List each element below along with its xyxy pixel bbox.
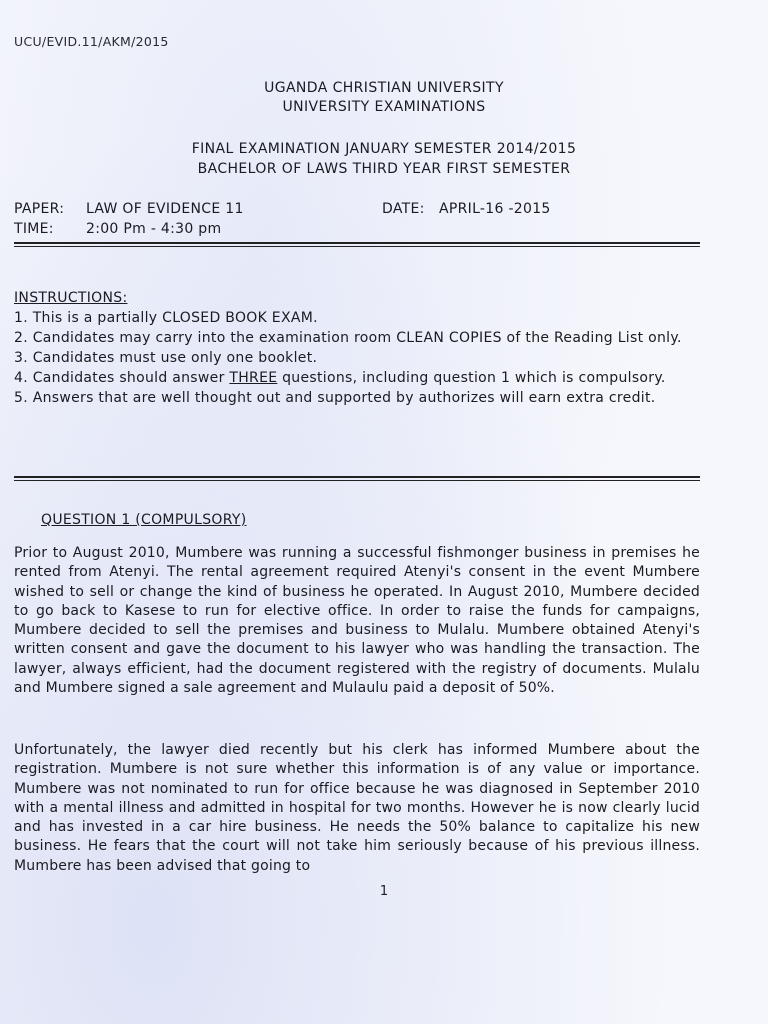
examinations-title: UNIVERSITY EXAMINATIONS	[282, 99, 486, 115]
instruction-item-4-after: questions, including question 1 which is compulsory.	[277, 370, 666, 386]
question-title: QUESTION 1 (COMPULSORY)	[41, 512, 247, 528]
question-paragraph-2: Unfortunately, the lawyer died recently but his clerk has informed Mumbere about the registration. Mumbere is not sure whether this information is of any value or importance. Mumbere was not nominated to run for office because he was diagnosed in September 2010 with a mental illness and admitted in hospital for two months. However he is now clearly lucid and has invested in a car hire business. He needs the 50% balance to capitalize his new business. He fears that the court will not take him seriously because of his previous illness. Mumbere has been advised that going to	[14, 742, 700, 874]
instruction-item-2: 2. Candidates may carry into the examination room CLEAN COPIES of the Reading List only.	[14, 330, 682, 346]
date-label: DATE:	[382, 201, 425, 217]
question-paragraph-1: Prior to August 2010, Mumbere was running a successful fishmonger business in premises he rented from Atenyi. The rental agreement required Atenyi's consent in the event Mumbere wished to sell or change the kind of business he operated. In August 2010, Mumbere decided to go back to Kasese to run for elective office. In order to raise the funds for campaigns, Mumbere decided to sell the premises and business to Mulalu. Mumbere obtained Atenyi's written consent and gave the document to his lawyer who was handling the transaction. The lawyer, always efficient, had the document registered with the registry of documents. Mulalu and Mumbere signed a sale agreement and Mulaulu paid a deposit of 50%.	[14, 545, 700, 697]
instructions-divider	[14, 476, 700, 481]
page-number: 1	[379, 884, 389, 899]
reference-code: UCU/EVID.11/AKM/2015	[14, 34, 169, 49]
instructions-title: INSTRUCTIONS:	[14, 290, 128, 306]
university-name: UGANDA CHRISTIAN UNIVERSITY	[264, 80, 504, 96]
paper-value: LAW OF EVIDENCE 11	[86, 201, 244, 217]
time-label: TIME:	[14, 221, 54, 237]
instruction-item-3: 3. Candidates must use only one booklet.	[14, 350, 318, 366]
instructions-block	[14, 288, 704, 408]
header-divider	[14, 242, 700, 247]
programme-title: BACHELOR OF LAWS THIRD YEAR FIRST SEMESTER	[197, 161, 571, 177]
instruction-item-4	[14, 368, 704, 388]
instruction-item-4-before: 4. Candidates should answer	[14, 370, 230, 386]
instruction-item-4-emphasis: THREE	[229, 370, 278, 386]
date-value: APRIL-16 -2015	[439, 201, 551, 217]
instruction-item-1: 1. This is a partially CLOSED BOOK EXAM.	[14, 310, 318, 326]
time-value: 2:00 Pm - 4:30 pm	[86, 221, 222, 237]
instruction-item-5: 5. Answers that are well thought out and supported by authorizes will earn extra credit.	[14, 390, 656, 406]
paper-label: PAPER:	[14, 201, 65, 217]
semester-title: FINAL EXAMINATION JANUARY SEMESTER 2014/2015	[191, 141, 577, 157]
